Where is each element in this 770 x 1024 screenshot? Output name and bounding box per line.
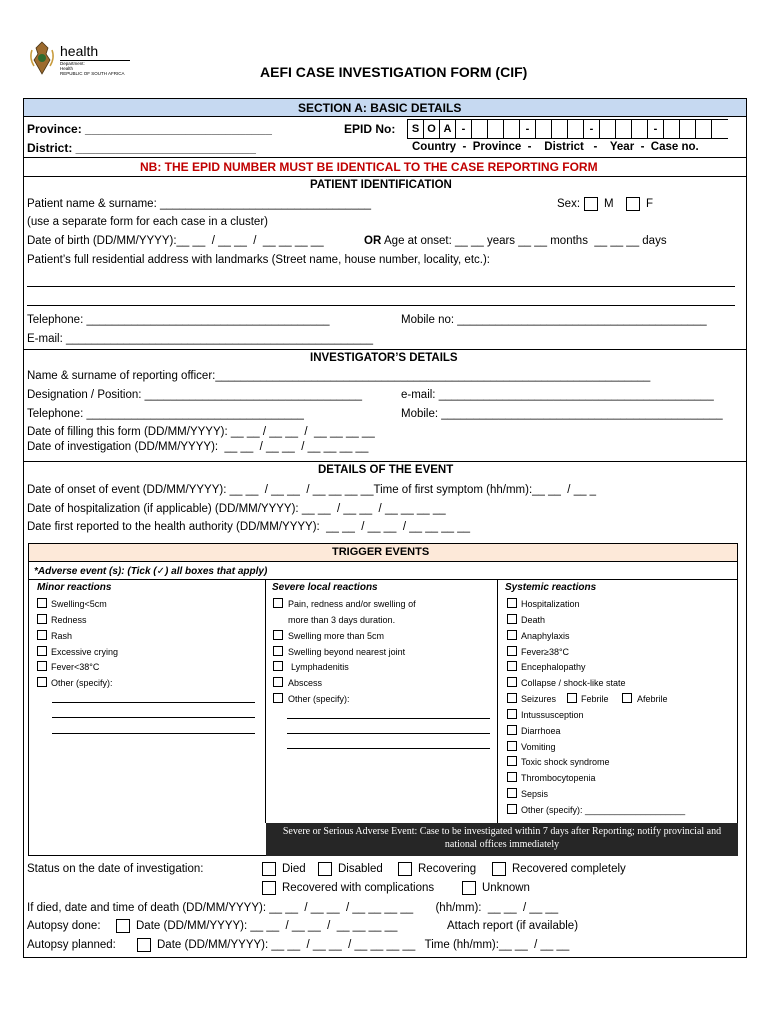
- minor-item: Redness: [51, 615, 87, 625]
- designation-field[interactable]: Designation / Position: __________________________________: [27, 389, 363, 401]
- epid-cell: -: [648, 120, 664, 138]
- investigator-section-title: INVESTIGATOR’S DETAILS: [310, 352, 458, 364]
- autopsy-planned-date-field[interactable]: Date (DD/MM/YYYY): __ __ / __ __ / __ __ __ __ Time (hh/mm):__ __ / __ __: [157, 939, 570, 951]
- minor-item: Excessive crying: [51, 647, 119, 657]
- systemic-item: Death: [521, 615, 546, 625]
- systemic-item: Fever≥38°C: [521, 647, 570, 657]
- severe-other-line[interactable]: [287, 748, 490, 749]
- sex-label: Sex:: [557, 198, 581, 210]
- onset-date-field[interactable]: Date of onset of event (DD/MM/YYYY): __ __ / __ __ / __ __ __ __Time of first symptom (hh/mm):__ __ / __ _: [27, 484, 597, 496]
- checkbox[interactable]: [507, 677, 517, 687]
- filling-date-field[interactable]: Date of filling this form (DD/MM/YYYY): __ __ / __ __ / __ __ __ __: [27, 426, 375, 438]
- investigator-email-field[interactable]: e-mail: ___________________________________________: [401, 389, 714, 401]
- systemic-item: Sepsis: [521, 789, 549, 799]
- epid-cell: -: [456, 120, 472, 138]
- province-field[interactable]: Province: ____________________________: [27, 122, 272, 136]
- investigator-mobile-field[interactable]: Mobile: ____________________________________________: [401, 408, 723, 420]
- epid-number-grid[interactable]: [407, 119, 728, 139]
- systemic-item: Encephalopathy: [521, 662, 586, 672]
- sex-f-label: F: [646, 198, 654, 210]
- autopsy-done-date-field[interactable]: Date (DD/MM/YYYY): __ __ / __ __ / __ __ __ __: [136, 920, 398, 932]
- severe-other-line[interactable]: [287, 718, 490, 719]
- patient-section-title: PATIENT IDENTIFICATION: [310, 179, 452, 191]
- epid-cell[interactable]: [504, 120, 520, 138]
- checkbox[interactable]: [37, 598, 47, 608]
- checkbox[interactable]: [273, 693, 283, 703]
- district-field[interactable]: District: ___________________________: [27, 141, 256, 155]
- minor-item: Rash: [51, 631, 73, 641]
- severe-item: Swelling more than 5cm: [288, 631, 385, 641]
- systemic-item: Anaphylaxis: [521, 631, 570, 641]
- checkbox[interactable]: [507, 756, 517, 766]
- trigger-events-title: TRIGGER EVENTS: [332, 546, 430, 558]
- checkbox[interactable]: [273, 677, 283, 687]
- checkbox[interactable]: [507, 661, 517, 671]
- reported-date-field[interactable]: Date first reported to the health authority (DD/MM/YYYY): __ __ / __ __ / __ __ __ __: [27, 521, 470, 533]
- checkbox[interactable]: [507, 788, 517, 798]
- severe-item: Other (specify):: [288, 694, 350, 704]
- systemic-item: Hospitalization: [521, 599, 580, 609]
- status-recovering-checkbox[interactable]: [398, 862, 412, 876]
- epid-cell[interactable]: S: [408, 120, 424, 138]
- status-died-label: Died: [282, 863, 306, 875]
- hospitalization-date-field[interactable]: Date of hospitalization (if applicable) (DD/MM/YYYY): __ __ / __ __ / __ __ __ __: [27, 503, 446, 515]
- death-date-field[interactable]: If died, date and time of death (DD/MM/YYYY): __ __ / __ __ / __ __ __ __ (hh/mm): __ __ / __ __: [27, 902, 559, 914]
- investigation-date-field[interactable]: Date of investigation (DD/MM/YYYY): __ __ / __ __ / __ __ __ __: [27, 441, 369, 453]
- trigger-instruction: *Adverse event (s): (Tick (✓) all boxes that apply): [34, 566, 268, 577]
- severe-item: Swelling beyond nearest joint: [288, 647, 406, 657]
- checkbox[interactable]: [37, 661, 47, 671]
- systemic-item: Vomiting: [521, 742, 556, 752]
- status-recovered-completely-label: Recovered completely: [512, 863, 626, 875]
- severe-item-cont: more than 3 days duration.: [288, 615, 396, 625]
- autopsy-planned-label: Autopsy planned:: [27, 939, 116, 951]
- systemic-item-afebrile: Afebrile: [637, 694, 668, 704]
- checkbox-afebrile[interactable]: [622, 693, 632, 703]
- severe-item: Abscess: [288, 678, 323, 688]
- systemic-item: Toxic shock syndrome: [521, 757, 610, 767]
- systemic-item: Thrombocytopenia: [521, 773, 596, 783]
- epid-cell[interactable]: [664, 120, 680, 138]
- systemic-reactions-title: Systemic reactions: [505, 582, 597, 593]
- checkbox[interactable]: [273, 598, 283, 608]
- checkbox[interactable]: [507, 693, 517, 703]
- checkbox[interactable]: [273, 646, 283, 656]
- status-recovering-label: Recovering: [418, 863, 477, 875]
- systemic-item: Other (specify): ____________________: [521, 805, 686, 815]
- severe-item: Lymphadenitis: [291, 662, 349, 672]
- epid-cell[interactable]: [552, 120, 568, 138]
- form-title: AEFI CASE INVESTIGATION FORM (CIF): [260, 64, 528, 80]
- minor-other-line[interactable]: [52, 733, 255, 734]
- sex-m-label: M: [604, 198, 614, 210]
- tick-icon: ✓: [156, 566, 166, 577]
- checkbox[interactable]: [37, 646, 47, 656]
- systemic-item: Diarrhoea: [521, 726, 561, 736]
- status-recovered-completely-checkbox[interactable]: [492, 862, 506, 876]
- minor-other-line[interactable]: [52, 717, 255, 718]
- logo-line-1: Department:: [60, 61, 85, 66]
- dob-field[interactable]: Date of birth (DD/MM/YYYY):__ __ / __ __ / __ __ __ __: [27, 235, 324, 247]
- address-line-2[interactable]: [27, 305, 735, 306]
- coat-of-arms-logo: [28, 40, 56, 76]
- epid-legend: Country - Province - District - Year - Case no.: [412, 141, 699, 153]
- checkbox[interactable]: [507, 741, 517, 751]
- sex-m-checkbox[interactable]: [584, 197, 598, 211]
- checkbox[interactable]: [507, 772, 517, 782]
- event-section-title: DETAILS OF THE EVENT: [318, 464, 454, 476]
- telephone-field[interactable]: Telephone: ______________________________________: [27, 314, 330, 326]
- epid-cell[interactable]: [632, 120, 648, 138]
- mobile-field[interactable]: Mobile no: _______________________________________: [401, 314, 707, 326]
- minor-other-line[interactable]: [52, 702, 255, 703]
- checkbox[interactable]: [507, 709, 517, 719]
- checkbox[interactable]: [273, 630, 283, 640]
- checkbox[interactable]: [37, 630, 47, 640]
- status-unknown-label: Unknown: [482, 882, 530, 894]
- severe-item: Pain, redness and/or swelling of: [288, 599, 416, 609]
- age-at-onset-field[interactable]: Age at onset: __ __ years __ __ months __ __ __ days: [384, 235, 667, 247]
- minor-item: Other (specify):: [51, 678, 113, 688]
- severe-reactions-title: Severe local reactions: [272, 582, 378, 593]
- epid-label: EPID No:: [344, 122, 396, 136]
- autopsy-planned-checkbox[interactable]: [137, 938, 151, 952]
- logo-line-3: REPUBLIC OF SOUTH AFRICA: [60, 71, 125, 76]
- checkbox[interactable]: [507, 646, 517, 656]
- logo-line-2: Health: [60, 66, 74, 71]
- email-field[interactable]: E-mail: ________________________________________________: [27, 333, 373, 345]
- patient-name-field[interactable]: Patient name & surname: _________________________________: [27, 198, 372, 210]
- status-recovered-complications-checkbox[interactable]: [262, 881, 276, 895]
- systemic-item: Collapse / shock-like state: [521, 678, 626, 688]
- address-label: Patient’s full residential address with landmarks (Street name, house number, locality, etc.):: [27, 254, 490, 266]
- status-unknown-checkbox[interactable]: [462, 881, 476, 895]
- checkbox[interactable]: [273, 661, 283, 671]
- status-disabled-checkbox[interactable]: [318, 862, 332, 876]
- epid-cell: -: [584, 120, 600, 138]
- epid-cell[interactable]: O: [424, 120, 440, 138]
- epid-cell[interactable]: [600, 120, 616, 138]
- checkbox[interactable]: [37, 677, 47, 687]
- systemic-item: Seizures: [521, 694, 557, 704]
- epid-nb-warning: NB: THE EPID NUMBER MUST BE IDENTICAL TO THE CASE REPORTING FORM: [140, 160, 598, 174]
- status-disabled-label: Disabled: [338, 863, 383, 875]
- autopsy-done-label: Autopsy done:: [27, 920, 101, 932]
- status-label: Status on the date of investigation:: [27, 863, 204, 875]
- checkbox[interactable]: [507, 804, 517, 814]
- epid-cell[interactable]: [472, 120, 488, 138]
- dob-or: OR: [364, 235, 382, 247]
- address-line-1[interactable]: [27, 286, 735, 287]
- checkbox[interactable]: [507, 630, 517, 640]
- checkbox[interactable]: [507, 725, 517, 735]
- status-recovered-complications-label: Recovered with complications: [282, 882, 435, 894]
- status-died-checkbox[interactable]: [262, 862, 276, 876]
- minor-reactions-title: Minor reactions: [37, 582, 112, 593]
- minor-item: Fever<38°C: [51, 662, 100, 672]
- serious-event-note-text: Severe or Serious Adverse Event: Case to be investigated within 7 days after Reporting; notify provincial and national offices immediately: [282, 826, 722, 850]
- checkbox[interactable]: [507, 598, 517, 608]
- epid-cell[interactable]: A: [440, 120, 456, 138]
- section-a-title: SECTION A: BASIC DETAILS: [298, 101, 462, 115]
- epid-cell[interactable]: [616, 120, 632, 138]
- checkbox[interactable]: [37, 614, 47, 624]
- epid-cell: -: [520, 120, 536, 138]
- sex-f-checkbox[interactable]: [626, 197, 640, 211]
- checkbox[interactable]: [507, 614, 517, 624]
- cluster-note: (use a separate form for each case in a cluster): [27, 216, 268, 228]
- systemic-item: Intussusception: [521, 710, 584, 720]
- severe-other-line[interactable]: [287, 733, 490, 734]
- epid-cell[interactable]: [536, 120, 552, 138]
- epid-cell[interactable]: [488, 120, 504, 138]
- autopsy-done-checkbox[interactable]: [116, 919, 130, 933]
- epid-cell[interactable]: [680, 120, 696, 138]
- attach-report-note: Attach report (if available): [447, 920, 579, 932]
- logo-word: health: [60, 43, 99, 59]
- investigator-telephone-field[interactable]: Telephone: __________________________________: [27, 408, 304, 420]
- checkbox-febrile[interactable]: [567, 693, 577, 703]
- minor-item: Swelling<5cm: [51, 599, 107, 609]
- epid-cell[interactable]: [696, 120, 712, 138]
- reporting-officer-field[interactable]: Name & surname of reporting officer:____________________________________________________________________: [27, 370, 651, 382]
- epid-cell[interactable]: [568, 120, 584, 138]
- systemic-item-febrile: Febrile: [581, 694, 609, 704]
